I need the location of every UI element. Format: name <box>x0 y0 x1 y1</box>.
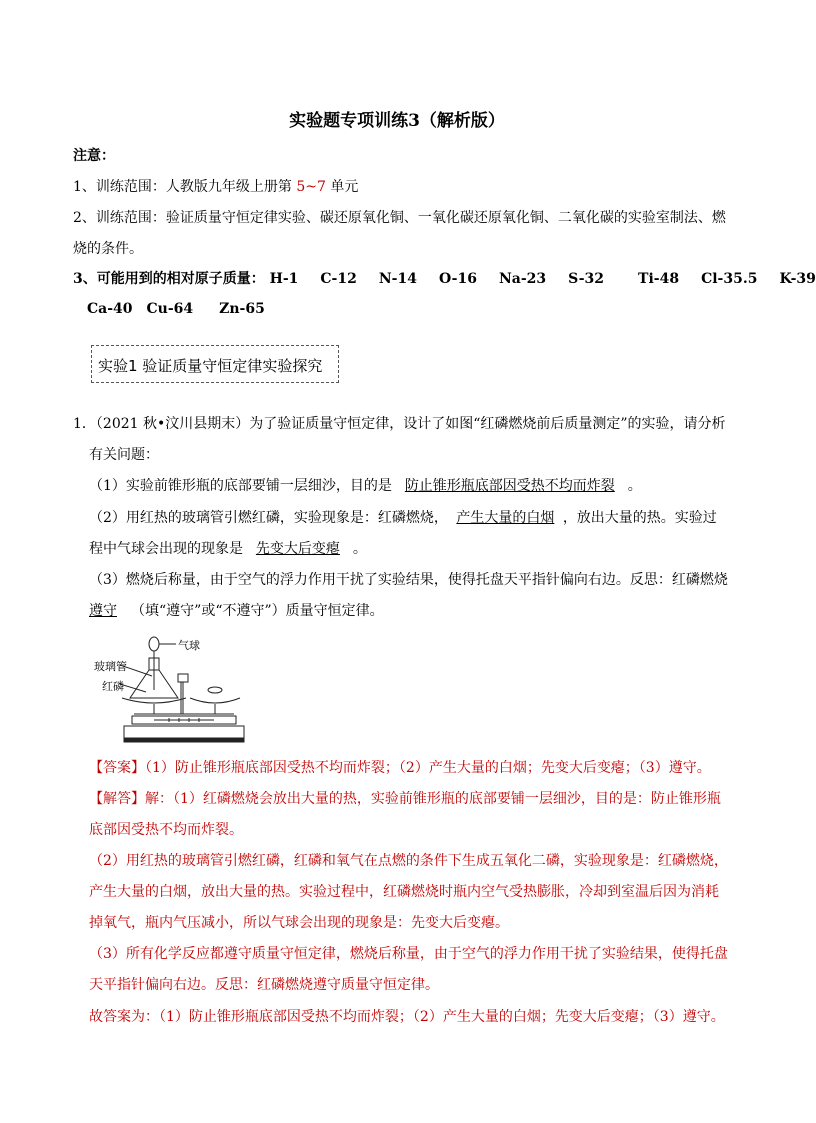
atom-n: N-14 <box>378 271 417 287</box>
analysis-line-1 <box>89 790 721 808</box>
analysis-line-5: 掉氧气，瓶内气压减小，所以气球会出现的现象是：先变大后变瘪。 <box>89 915 509 931</box>
answer-blank-1: 防止锥形瓶底部因受热不均而炸裂 <box>404 478 615 494</box>
question-part-3-line-2 <box>89 602 384 620</box>
atom-zn: Zn-65 <box>219 301 265 317</box>
answer-line <box>89 759 711 777</box>
note-item-1-range: 5~7 <box>296 179 326 195</box>
atomic-mass-label: 3、可能用到的相对原子质量： <box>73 271 265 287</box>
page-title: 实验题专项训练3（解析版） <box>289 111 505 131</box>
question-part-2b-text: 程中气球会出现的现象是 <box>89 541 243 557</box>
analysis-line-3: （2）用红热的玻璃管引燃红磷，红磷和氧气在点燃的条件下生成五氧化二磷，实验现象是：红磷燃烧， <box>89 853 728 869</box>
section-heading: 实验1 验证质量守恒定律实验探究 <box>98 357 323 375</box>
label-red-phosphorus: 红磷 <box>102 680 124 693</box>
question-part-1-text: （1）实验前锥形瓶的底部要铺一层细沙，目的是 <box>89 478 392 494</box>
atom-cl: Cl-35.5 <box>701 271 758 287</box>
atom-k: K-39 <box>779 271 816 287</box>
question-part-3-end: （填“遵守”或“不遵守”）质量守恒定律。 <box>131 603 384 619</box>
question-part-2-text: （2）用红热的玻璃管引燃红磷，实验现象是：红磷燃烧， <box>89 510 448 526</box>
analysis-line-7: 天平指针偏向右边。反思：红磷燃烧遵守质量守恒定律。 <box>89 977 439 993</box>
note-item-2-line-2: 烧的条件。 <box>73 241 143 257</box>
atomic-mass-row-1 <box>73 270 816 288</box>
atom-cu: Cu-64 <box>146 301 194 317</box>
question-line-2: 有关问题： <box>89 447 159 463</box>
analysis-text-1: 解：（1）红磷燃烧会放出大量的热，实验前锥形瓶的底部要铺一层细沙，目的是：防止锥形瓶 <box>145 791 721 807</box>
answer-tag: 【答案】 <box>89 760 145 776</box>
note-item-1 <box>73 178 358 196</box>
atomic-mass-row-2 <box>87 300 265 318</box>
answer-blank-4: 遵守 <box>89 603 117 619</box>
note-item-1-suffix: 单元 <box>325 179 359 195</box>
atom-s: S-32 <box>568 271 605 287</box>
note-heading: 注意： <box>73 148 115 164</box>
question-part-1-end: 。 <box>627 478 642 494</box>
balance-apparatus-figure <box>94 634 244 744</box>
question-line-1: 1．（2021 秋•汶川县期末）为了验证质量守恒定律，设计了如图“红磷燃烧前后质量测定”的实验，请分析 <box>73 416 726 432</box>
label-balloon: 气球 <box>178 639 200 652</box>
note-item-1-prefix: 1、训练范围：人教版九年级上册第 <box>73 179 297 195</box>
label-glass-tube: 玻璃管 <box>94 660 127 673</box>
atom-c: C-12 <box>320 271 357 287</box>
atom-ca: Ca-40 <box>87 301 133 317</box>
question-part-1 <box>89 477 642 495</box>
note-item-2-line-1: 2、训练范围：验证质量守恒定律实验、碳还原氧化铜、一氧化碳还原氧化铜、二氧化碳的实验室制法、燃 <box>73 210 726 226</box>
answer-blank-3: 先变大后变瘪 <box>255 541 340 557</box>
atom-o: O-16 <box>438 271 477 287</box>
question-part-2-end: ，放出大量的热。实验过 <box>562 510 717 526</box>
question-part-2b <box>89 540 367 558</box>
answer-text: （1）防止锥形瓶底部因受热不均而炸裂；（2）产生大量的白烟；先变大后变瘪；（3）遵守。 <box>145 760 711 776</box>
analysis-line-6: （3）所有化学反应都遵守质量守恒定律，燃烧后称量，由于空气的浮力作用干扰了实验结果，使得托盘 <box>89 946 728 962</box>
atom-h: H-1 <box>269 271 299 287</box>
atom-ti: Ti-48 <box>638 271 680 287</box>
question-part-2 <box>89 509 717 527</box>
atom-na: Na-23 <box>498 271 547 287</box>
answer-blank-2: 产生大量的白烟 <box>456 510 555 526</box>
section-heading-box <box>91 345 339 383</box>
question-part-3-line-1: （3）燃烧后称量，由于空气的浮力作用干扰了实验结果，使得托盘天平指针偏向右边。反思：红磷燃烧 <box>89 572 728 588</box>
analysis-line-2: 底部因受热不均而炸裂。 <box>89 822 243 838</box>
analysis-tag: 【解答】 <box>89 791 145 807</box>
analysis-line-8: 故答案为：（1）防止锥形瓶底部因受热不均而炸裂；（2）产生大量的白烟；先变大后变瘪；（3）遵守。 <box>89 1009 725 1025</box>
analysis-line-4: 产生大量的白烟，放出大量的热。实验过程中，红磷燃烧时瓶内空气受热膨胀，冷却到室温后因为消耗 <box>89 884 719 900</box>
question-part-2b-end: 。 <box>352 541 367 557</box>
